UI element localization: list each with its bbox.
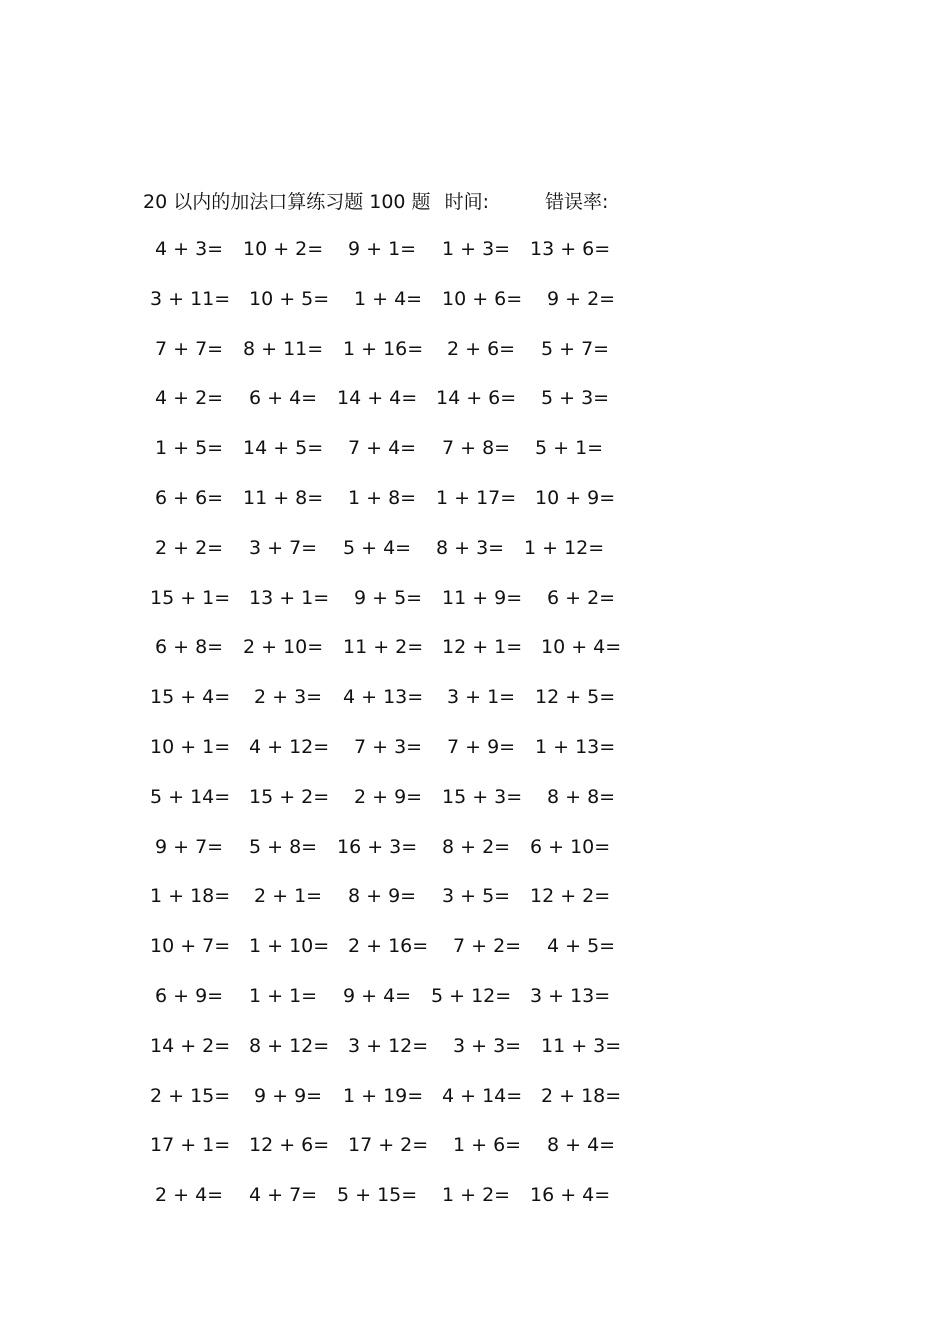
time-label: 时间: <box>444 190 489 213</box>
problem-item: 1 + 8= <box>348 487 417 509</box>
problem-item: 3 + 12= <box>348 1035 429 1057</box>
problem-item: 9 + 1= <box>348 238 417 260</box>
problem-item: 4 + 2= <box>155 387 224 409</box>
problem-item: 5 + 7= <box>541 338 610 360</box>
problem-item: 12 + 6= <box>249 1134 330 1156</box>
problem-item: 7 + 7= <box>155 338 224 360</box>
worksheet-header <box>143 186 608 214</box>
problem-item: 8 + 11= <box>243 338 324 360</box>
problem-item: 7 + 3= <box>354 736 423 758</box>
problem-item: 2 + 6= <box>447 338 516 360</box>
problem-item: 1 + 10= <box>249 935 330 957</box>
problem-item: 3 + 1= <box>447 686 516 708</box>
problem-item: 13 + 1= <box>249 587 330 609</box>
problem-item: 9 + 7= <box>155 836 224 858</box>
problem-item: 9 + 5= <box>354 587 423 609</box>
problem-item: 17 + 2= <box>348 1134 429 1156</box>
problem-item: 2 + 10= <box>243 636 324 658</box>
problem-item: 9 + 4= <box>343 985 412 1007</box>
problem-item: 9 + 9= <box>254 1085 323 1107</box>
problem-item: 4 + 14= <box>442 1085 523 1107</box>
problem-item: 6 + 9= <box>155 985 224 1007</box>
problem-item: 3 + 3= <box>453 1035 522 1057</box>
problem-item: 16 + 3= <box>337 836 418 858</box>
problem-item: 10 + 2= <box>243 238 324 260</box>
problem-item: 11 + 8= <box>243 487 324 509</box>
problem-item: 8 + 2= <box>442 836 511 858</box>
problem-item: 5 + 12= <box>431 985 512 1007</box>
problem-item: 12 + 1= <box>442 636 523 658</box>
problem-item: 8 + 9= <box>348 885 417 907</box>
problem-item: 6 + 6= <box>155 487 224 509</box>
problem-item: 1 + 1= <box>249 985 318 1007</box>
problem-item: 8 + 3= <box>436 537 505 559</box>
problem-item: 1 + 16= <box>343 338 424 360</box>
problem-item: 16 + 4= <box>530 1184 611 1206</box>
problem-item: 1 + 18= <box>150 885 231 907</box>
problem-item: 14 + 2= <box>150 1035 231 1057</box>
problem-item: 6 + 8= <box>155 636 224 658</box>
problem-item: 10 + 7= <box>150 935 231 957</box>
problem-item: 2 + 9= <box>354 786 423 808</box>
problem-item: 11 + 2= <box>343 636 424 658</box>
problem-item: 15 + 2= <box>249 786 330 808</box>
problem-item: 12 + 2= <box>530 885 611 907</box>
problem-item: 1 + 13= <box>535 736 616 758</box>
problem-item: 14 + 6= <box>436 387 517 409</box>
problem-item: 10 + 6= <box>442 288 523 310</box>
problem-item: 8 + 12= <box>249 1035 330 1057</box>
problem-item: 5 + 15= <box>337 1184 418 1206</box>
problem-item: 2 + 3= <box>254 686 323 708</box>
error-rate-label: 错误率: <box>544 190 609 213</box>
problem-item: 5 + 3= <box>541 387 610 409</box>
worksheet-title: 20 以内的加法口算练习题 100 题 <box>143 190 431 213</box>
problem-item: 15 + 1= <box>150 587 231 609</box>
problem-item: 10 + 1= <box>150 736 231 758</box>
problem-item: 5 + 14= <box>150 786 231 808</box>
problem-item: 4 + 5= <box>547 935 616 957</box>
problem-item: 3 + 7= <box>249 537 318 559</box>
problem-item: 2 + 1= <box>254 885 323 907</box>
problem-item: 13 + 6= <box>530 238 611 260</box>
problem-item: 10 + 4= <box>541 636 622 658</box>
problem-item: 15 + 3= <box>442 786 523 808</box>
problem-item: 2 + 4= <box>155 1184 224 1206</box>
problem-item: 1 + 6= <box>453 1134 522 1156</box>
problem-item: 4 + 7= <box>249 1184 318 1206</box>
problem-item: 15 + 4= <box>150 686 231 708</box>
problem-item: 5 + 8= <box>249 836 318 858</box>
problem-item: 4 + 3= <box>155 238 224 260</box>
problem-item: 6 + 10= <box>530 836 611 858</box>
problem-item: 2 + 18= <box>541 1085 622 1107</box>
problem-item: 9 + 2= <box>547 288 616 310</box>
problem-item: 1 + 5= <box>155 437 224 459</box>
problem-item: 7 + 8= <box>442 437 511 459</box>
problem-item: 12 + 5= <box>535 686 616 708</box>
problem-item: 6 + 2= <box>547 587 616 609</box>
problem-item: 6 + 4= <box>249 387 318 409</box>
problem-item: 5 + 1= <box>535 437 604 459</box>
problem-item: 14 + 5= <box>243 437 324 459</box>
problem-item: 1 + 17= <box>436 487 517 509</box>
problem-item: 2 + 16= <box>348 935 429 957</box>
problem-item: 10 + 5= <box>249 288 330 310</box>
problem-item: 3 + 5= <box>442 885 511 907</box>
problem-item: 7 + 9= <box>447 736 516 758</box>
problem-item: 2 + 15= <box>150 1085 231 1107</box>
problem-item: 7 + 2= <box>453 935 522 957</box>
problem-item: 4 + 12= <box>249 736 330 758</box>
problem-item: 14 + 4= <box>337 387 418 409</box>
problem-item: 4 + 13= <box>343 686 424 708</box>
problem-item: 7 + 4= <box>348 437 417 459</box>
problem-item: 17 + 1= <box>150 1134 231 1156</box>
problem-item: 1 + 12= <box>524 537 605 559</box>
problem-item: 3 + 13= <box>530 985 611 1007</box>
problem-item: 2 + 2= <box>155 537 224 559</box>
problem-item: 8 + 4= <box>547 1134 616 1156</box>
problem-item: 1 + 19= <box>343 1085 424 1107</box>
problem-item: 11 + 9= <box>442 587 523 609</box>
problem-item: 8 + 8= <box>547 786 616 808</box>
problem-item: 1 + 4= <box>354 288 423 310</box>
problem-item: 5 + 4= <box>343 537 412 559</box>
problem-item: 3 + 11= <box>150 288 231 310</box>
problem-item: 10 + 9= <box>535 487 616 509</box>
problem-item: 1 + 3= <box>442 238 511 260</box>
problem-item: 11 + 3= <box>541 1035 622 1057</box>
problem-item: 1 + 2= <box>442 1184 511 1206</box>
